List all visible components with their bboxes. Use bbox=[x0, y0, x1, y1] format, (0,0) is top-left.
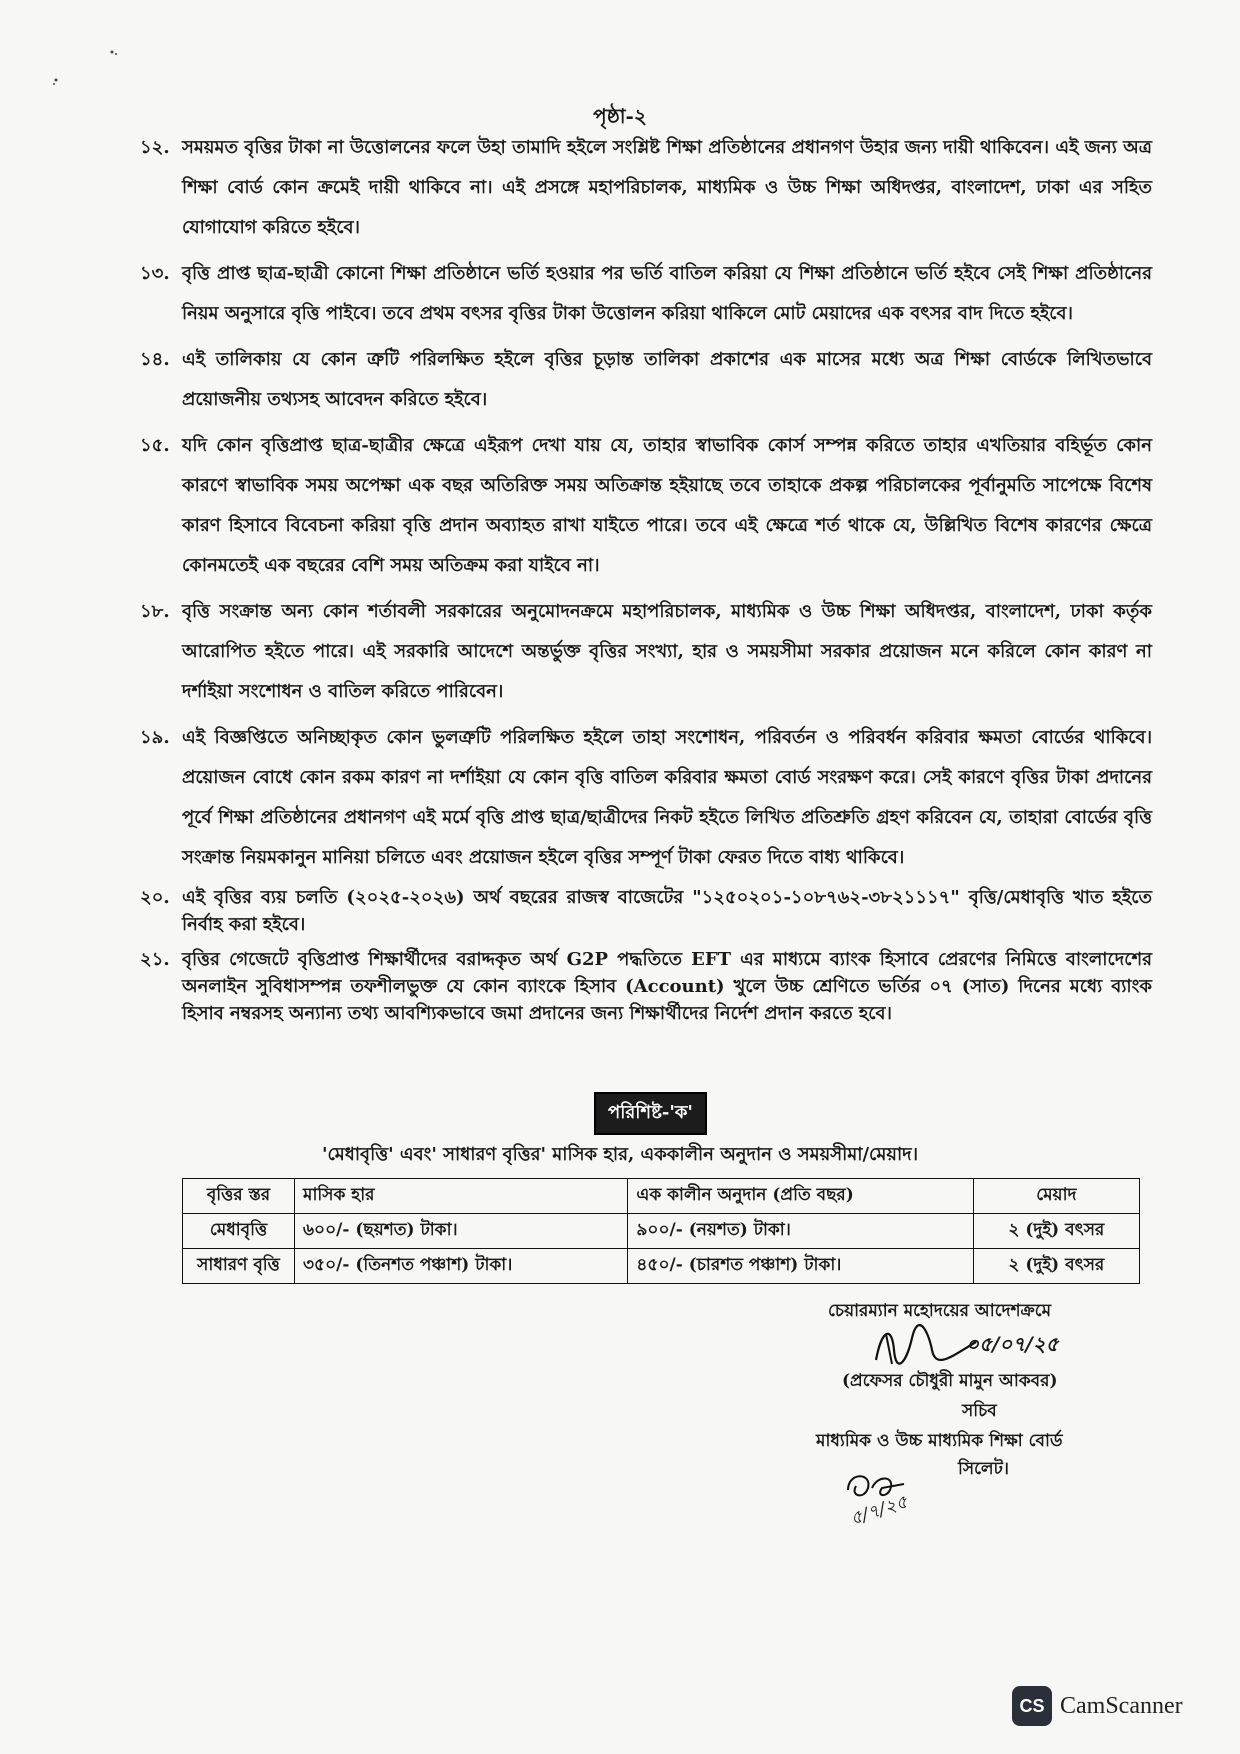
clause-21 bbox=[140, 946, 1152, 1027]
camscanner-logo-icon: CS bbox=[1012, 1686, 1052, 1726]
clause-number: ১২. bbox=[140, 137, 170, 158]
clause-text: বৃত্তির গেজেটে বৃত্তিপ্রাপ্ত শিক্ষার্থীদের বরাদ্দকৃত অর্থ G2P পদ্ধতিতে EFT এর মাধ্যমে ব্যাংক হিসাবে প্রেরণের নিমিত্তে বাংলাদেশের অনলাইন সুবিধাসম্পন্ন তফশীলভুক্ত যে কোন ব্যাংকে হিসাব (Account) খুলে উচ্চ শ্রেণিতে ভর্তির ০৭ (সাত) দিনের মধ্যে ব্যাংক হিসাব নম্বরসহ অন্যান্য তথ্য আবশ্যিকভাবে জমা প্রদানের জন্য শিক্ষার্থীদের নির্দেশ প্রদান করতে হবে। bbox=[182, 949, 1152, 1024]
table-row bbox=[183, 1214, 1140, 1249]
header-duration: মেয়াদ bbox=[973, 1179, 1139, 1214]
annex-caption: 'মেধাবৃত্তি' এবং' সাধারণ বৃত্তির' মাসিক হার, এককালীন অনুদান ও সময়সীমা/মেয়াদ। bbox=[321, 1144, 919, 1165]
page-number: পৃষ্ঠা-২ bbox=[593, 104, 647, 128]
clause-number: ১৯. bbox=[140, 727, 170, 748]
signatory-org: মাধ্যমিক ও উচ্চ মাধ্যমিক শিক্ষা বোর্ড bbox=[816, 1431, 1063, 1451]
camscanner-watermark bbox=[1012, 1686, 1183, 1726]
header-level: বৃত্তির স্তর bbox=[183, 1179, 295, 1214]
clause-text: সময়মত বৃত্তির টাকা না উত্তোলনের ফলে উহা তামাদি হইলে সংশ্লিষ্ট শিক্ষা প্রতিষ্ঠানের প্রধানগণ উহার জন্য দায়ী থাকিবেন। এই জন্য অত্র শিক্ষা বোর্ড কোন ক্রমেই দায়ী থাকিবে না। এই প্রসঙ্গে মহাপরিচালক, মাধ্যমিক ও উচ্চ শিক্ষা অধিদপ্তর, বাংলাদেশ, ঢাকা এর সহিত যোগাযোগ করিতে হইবে। bbox=[182, 137, 1152, 238]
table-header-row bbox=[183, 1179, 1140, 1214]
clause-number: ২১. bbox=[140, 949, 170, 970]
cell-onetime-grant: ৯০০/- (নয়শত) টাকা। bbox=[628, 1214, 973, 1249]
clause-number: ১৫. bbox=[140, 435, 170, 456]
signatory-name: (প্রফেসর চৌধুরী মামুন আকবর) bbox=[842, 1371, 1058, 1391]
cell-monthly-rate: ৬০০/- (ছয়শত) টাকা। bbox=[295, 1214, 628, 1249]
cell-level: মেধাবৃত্তি bbox=[183, 1214, 295, 1249]
cell-onetime-grant: ৪৫০/- (চারশত পঞ্চাশ) টাকা। bbox=[628, 1249, 973, 1284]
table-row bbox=[183, 1249, 1140, 1284]
scan-specks bbox=[50, 50, 130, 90]
clause-text: বৃত্তি প্রাপ্ত ছাত্র-ছাত্রী কোনো শিক্ষা প্রতিষ্ঠানে ভর্তি হওয়ার পর ভর্তি বাতিল করিয়া যে শিক্ষা প্রতিষ্ঠানে ভর্তি হইবে সেই শিক্ষা প্রতিষ্ঠানের নিয়ম অনুসারে বৃত্তি পাইবে। তবে প্রথম বৎসর বৃত্তির টাকা উত্তোলন করিয়া থাকিলে মোট মেয়াদের এক বৎসর বাদ দিতে হইবে। bbox=[182, 263, 1152, 324]
clause-14 bbox=[140, 340, 1152, 420]
clause-text: যদি কোন বৃত্তিপ্রাপ্ত ছাত্র-ছাত্রীর ক্ষেত্রে এইরূপ দেখা যায় যে, তাহার স্বাভাবিক কোর্স সম্পন্ন করিতে তাহার এখতিয়ার বহির্ভূত কোন কারণে স্বাভাবিক সময় অপেক্ষা এক বছর অতিরিক্ত সময় অতিক্রান্ত হইয়াছে তবে তাহাকে প্রকল্প পরিচালকের পূর্বানুমতি সাপেক্ষে বিশেষ কারণ হিসাবে বিবেচনা করিয়া বৃত্তি প্রদান অব্যাহত রাখা যাইতে পারে। তবে এই ক্ষেত্রে শর্ত থাকে যে, উল্লিখিত বিশেষ কারণের ক্ষেত্রে কোনমতেই এক বছরের বেশি সময় অতিক্রম করা যাইবে না। bbox=[182, 435, 1152, 576]
clause-15 bbox=[140, 426, 1152, 586]
camscanner-text: CamScanner bbox=[1060, 1692, 1183, 1719]
clause-20 bbox=[140, 884, 1152, 938]
cell-duration: ২ (দুই) বৎসর bbox=[973, 1214, 1139, 1249]
clause-number: ১৮. bbox=[140, 601, 170, 622]
signatory-title: সচিব bbox=[962, 1401, 997, 1421]
clause-list bbox=[140, 128, 1152, 1035]
signatory-city: সিলেট। bbox=[958, 1459, 1009, 1479]
clause-number: ২০. bbox=[140, 887, 170, 908]
clause-text: বৃত্তি সংক্রান্ত অন্য কোন শর্তাবলী সরকারের অনুমোদনক্রমে মহাপরিচালক, মাধ্যমিক ও উচ্চ শিক্ষা অধিদপ্তর, বাংলাদেশ, ঢাকা কর্তৃক আরোপিত হইতে পারে। এই সরকারি আদেশে অন্তর্ভুক্ত বৃত্তির সংখ্যা, হার ও সময়সীমা সরকার প্রয়োজন মনে করিলে কোন কারণ না দর্শাইয়া সংশোধন ও বাতিল করিতে পারিবেন। bbox=[182, 601, 1152, 702]
order-line: চেয়ারম্যান মহোদয়ের আদেশক্রমে bbox=[828, 1301, 1052, 1321]
cell-monthly-rate: ৩৫০/- (তিনশত পঞ্চাশ) টাকা। bbox=[295, 1249, 628, 1284]
clause-number: ১৪. bbox=[140, 349, 170, 370]
signature-date: ০৫/০৭/২৫ bbox=[966, 1332, 1059, 1356]
clause-text: এই তালিকায় যে কোন ত্রুটি পরিলক্ষিত হইলে বৃত্তির চূড়ান্ত তালিকা প্রকাশের এক মাসের মধ্যে অত্র শিক্ষা বোর্ডকে লিখিতভাবে প্রয়োজনীয় তথ্যসহ আবেদন করিতে হইবে। bbox=[182, 349, 1152, 410]
header-monthly-rate: মাসিক হার bbox=[295, 1179, 628, 1214]
cell-level: সাধারণ বৃত্তি bbox=[183, 1249, 295, 1284]
clause-text: এই বৃত্তির ব্যয় চলতি (২০২৫-২০২৬) অর্থ বছরের রাজস্ব বাজেটের "১২৫০২০১-১০৮৭৬২-৩৮২১১১৭" বৃত্তি/মেধাবৃত্তি খাত হইতে নির্বাহ করা হইবে। bbox=[182, 887, 1152, 935]
scholarship-rates-table bbox=[182, 1178, 1140, 1284]
header-onetime-grant: এক কালীন অনুদান (প্রতি বছর) bbox=[628, 1179, 973, 1214]
clause-text: এই বিজ্ঞপ্তিতে অনিচ্ছাকৃত কোন ভুলত্রুটি পরিলক্ষিত হইলে তাহা সংশোধন, পরিবর্তন ও পরিবর্ধন করিবার ক্ষমতা বোর্ডের থাকিবে। প্রয়োজন বোধে কোন রকম কারণ না দর্শাইয়া যে কোন বৃত্তি বাতিল করিবার ক্ষমতা বোর্ড সংরক্ষণ করে। সেই কারণে বৃত্তির টাকা প্রদানের পূর্বে শিক্ষা প্রতিষ্ঠানের প্রধানগণ এই মর্মে বৃত্তি প্রাপ্ত ছাত্র/ছাত্রীদের নিকট হইতে লিখিত প্রতিশ্রুতি গ্রহণ করিবেন যে, তাহারা বোর্ডের বৃত্তি সংক্রান্ত নিয়মকানুন মানিয়া চলিতে এবং প্রয়োজন হইলে বৃত্তির সম্পূর্ণ টাকা ফেরত দিতে বাধ্য থাকিবে। bbox=[182, 727, 1152, 868]
initials-date: ৫/৭/২৫ bbox=[847, 1491, 911, 1530]
cell-duration: ২ (দুই) বৎসর bbox=[973, 1249, 1139, 1284]
clause-18 bbox=[140, 592, 1152, 712]
annex-badge: পরিশিষ্ট-'ক' bbox=[594, 1092, 707, 1135]
clause-13 bbox=[140, 254, 1152, 334]
clause-12 bbox=[140, 128, 1152, 248]
clause-19 bbox=[140, 718, 1152, 878]
clause-number: ১৩. bbox=[140, 263, 170, 284]
